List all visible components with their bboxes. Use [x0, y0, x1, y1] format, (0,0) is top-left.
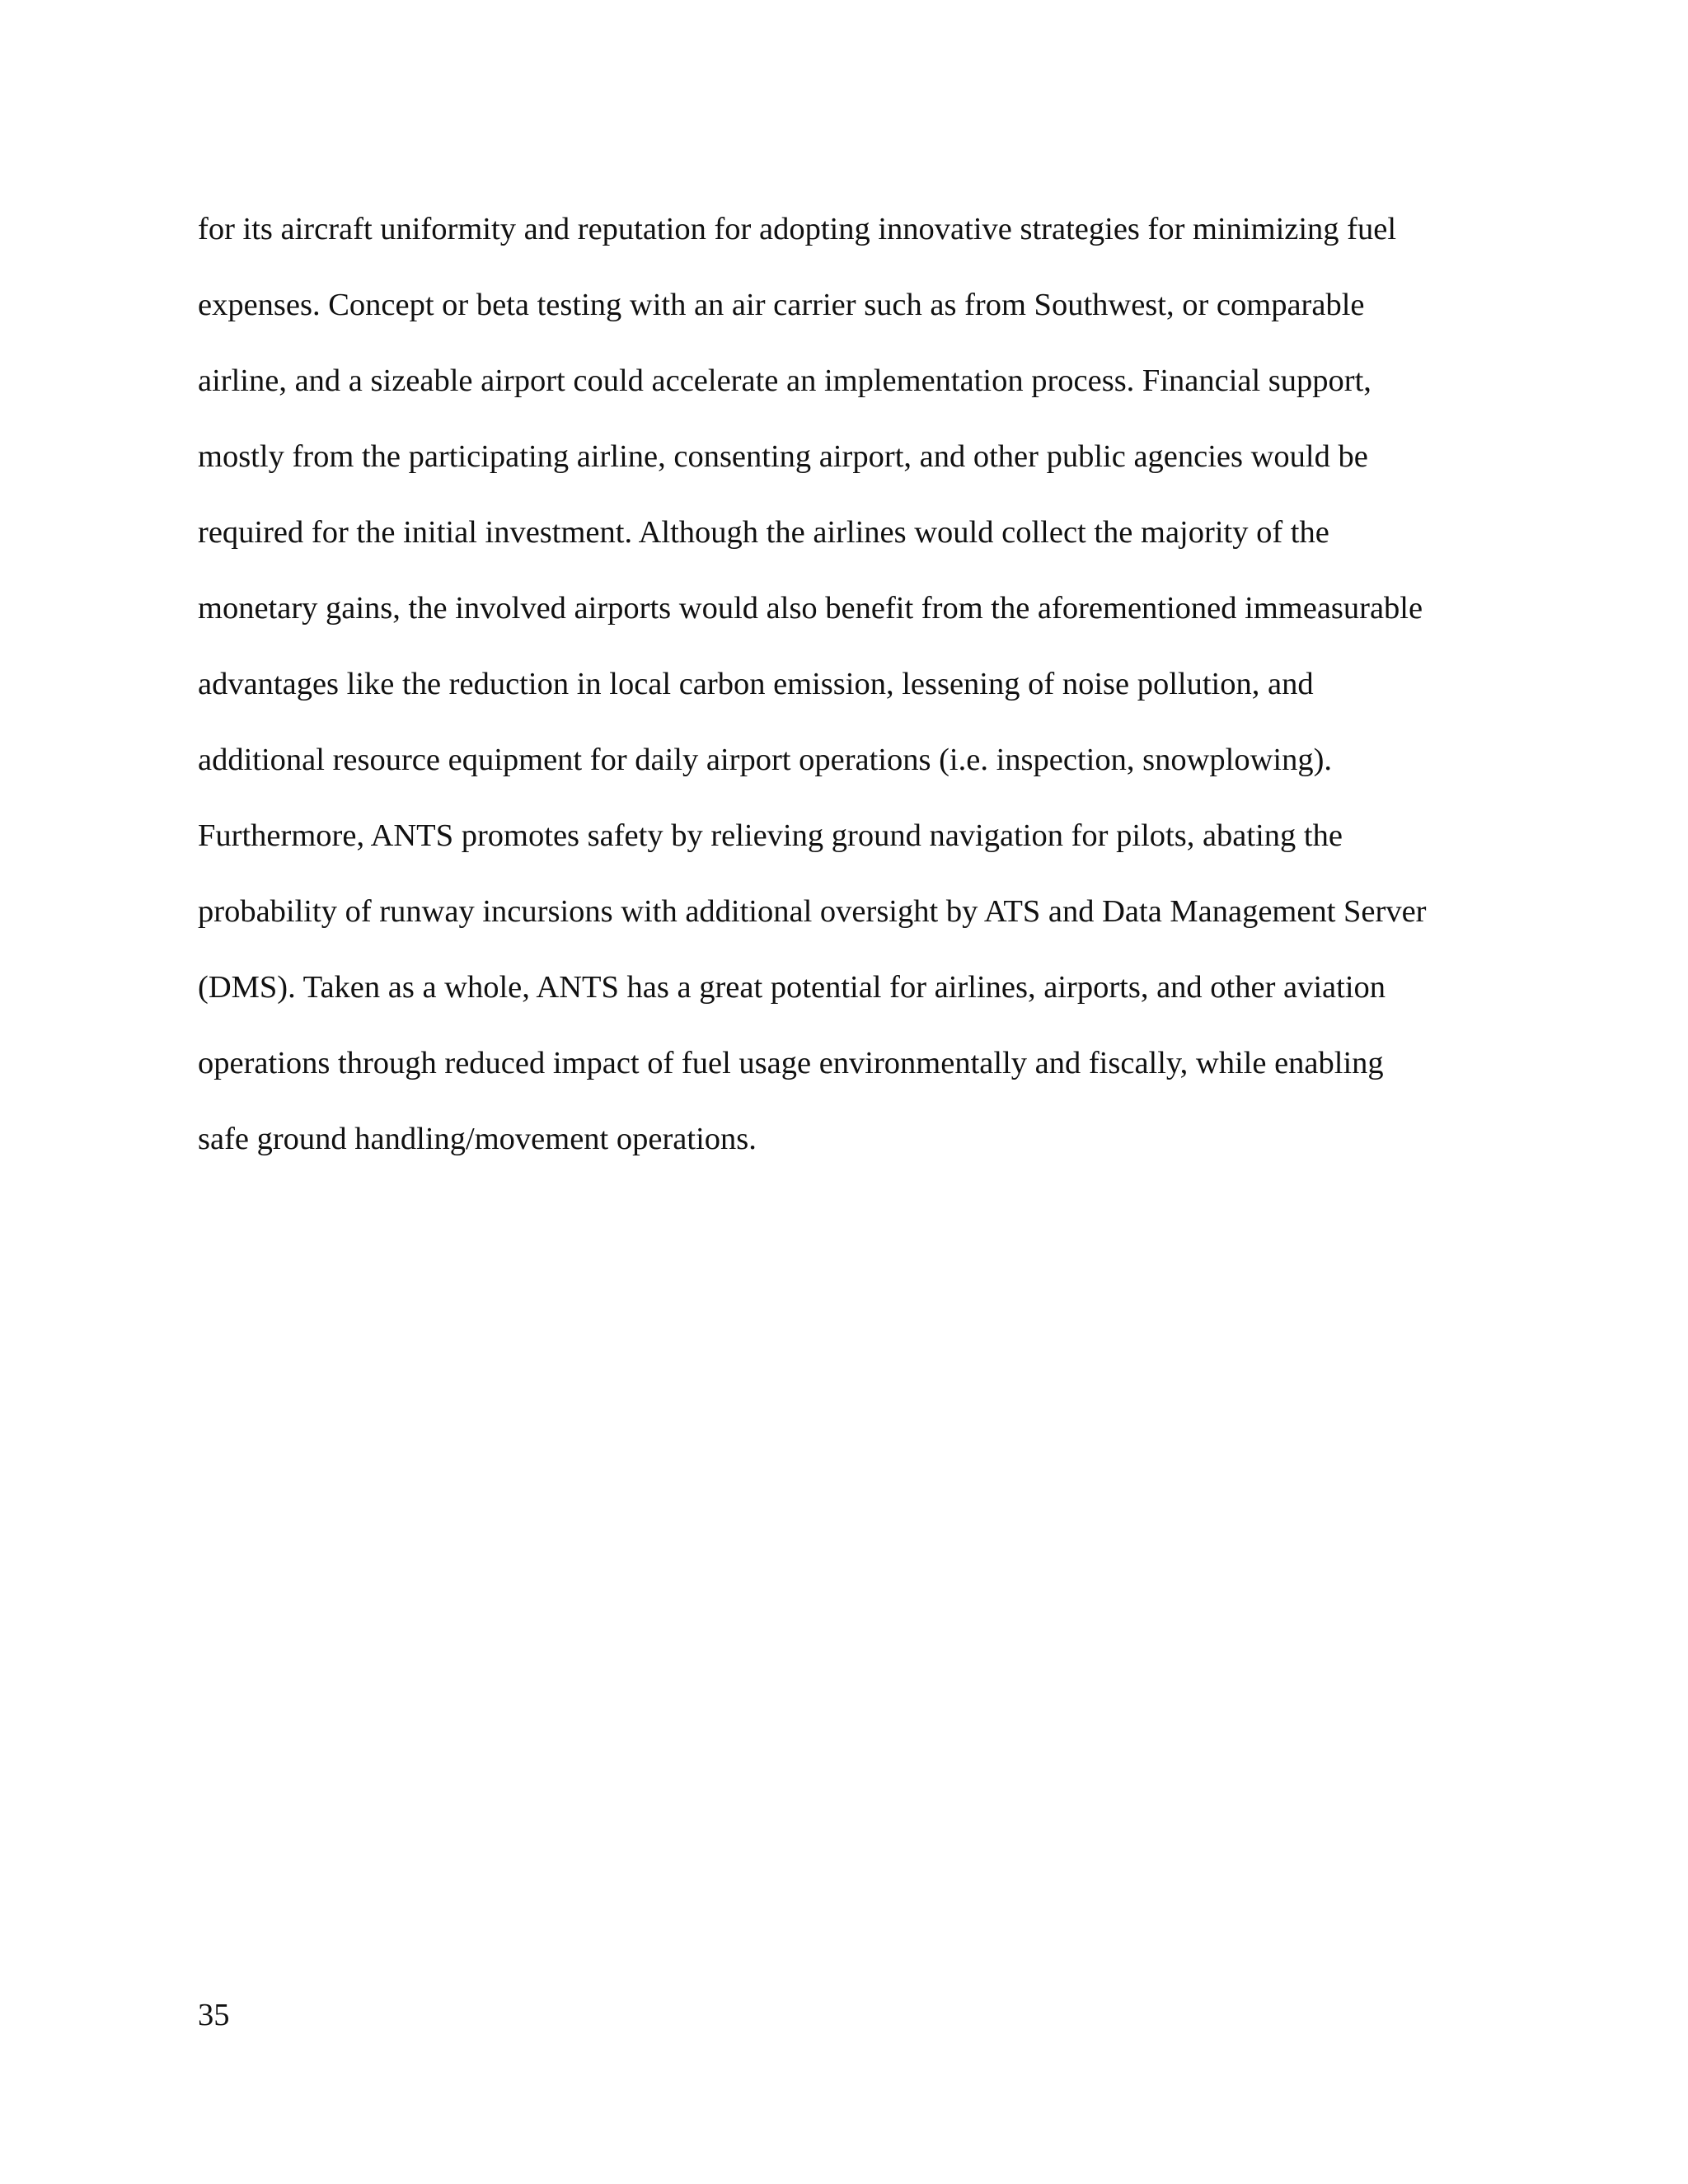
paragraph-line: required for the initial investment. Although the airlines would collect the majority of the	[198, 515, 1329, 550]
paragraph-line: airline, and a sizeable airport could accelerate an implementation process. Financial support,	[198, 363, 1372, 398]
paragraph-line: expenses. Concept or beta testing with an air carrier such as from Southwest, or comparable	[198, 288, 1365, 322]
paragraph-line: advantages like the reduction in local carbon emission, lessening of noise pollution, and	[198, 667, 1314, 701]
paragraph-line: (DMS). Taken as a whole, ANTS has a great potential for airlines, airports, and other aviation	[198, 970, 1386, 1005]
paragraph-line: monetary gains, the involved airports would also benefit from the aforementioned immeasurable	[198, 591, 1423, 626]
paragraph-line: mostly from the participating airline, consenting airport, and other public agencies would be	[198, 439, 1368, 474]
paragraph-line: operations through reduced impact of fuel usage environmentally and fiscally, while enabling	[198, 1046, 1384, 1080]
paragraph-line: for its aircraft uniformity and reputation for adopting innovative strategies for minimizing fuel	[198, 212, 1397, 246]
paragraph-line: Furthermore, ANTS promotes safety by relieving ground navigation for pilots, abating the	[198, 818, 1343, 853]
body-paragraph	[198, 191, 1517, 1177]
page-number: 35	[198, 1998, 230, 2032]
paragraph-line: probability of runway incursions with additional oversight by ATS and Data Management Server	[198, 894, 1427, 929]
paragraph-line: additional resource equipment for daily airport operations (i.e. inspection, snowplowing).	[198, 743, 1333, 777]
paragraph-line: safe ground handling/movement operations.	[198, 1122, 757, 1156]
